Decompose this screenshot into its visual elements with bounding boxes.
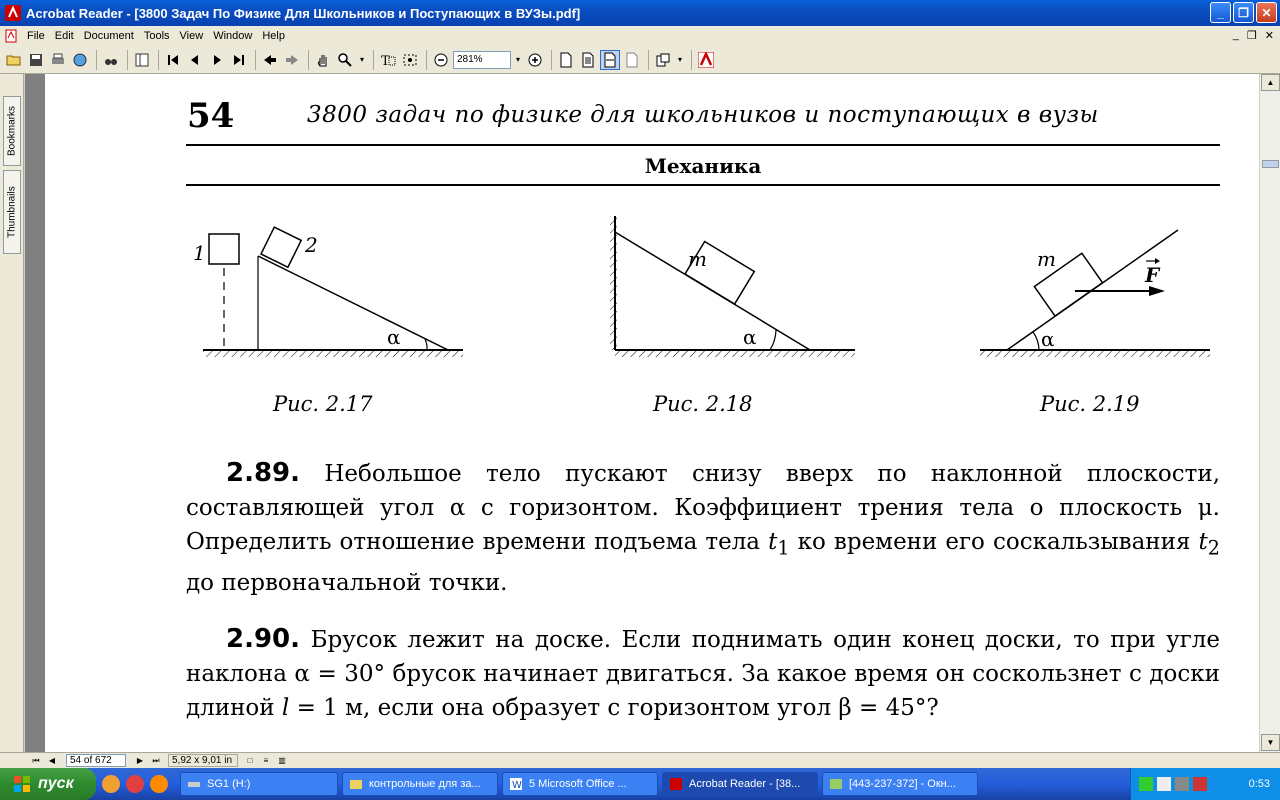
text-select-tool-button[interactable] bbox=[378, 50, 398, 70]
acrobat-icon bbox=[4, 4, 22, 22]
toolbar-separator bbox=[691, 50, 692, 70]
scroll-down-button[interactable]: ▼ bbox=[1261, 734, 1280, 751]
forward-arrow-icon bbox=[284, 52, 300, 68]
rotate-view-button[interactable] bbox=[653, 50, 673, 70]
printer-icon bbox=[50, 52, 66, 68]
figure-2-19 bbox=[980, 230, 1210, 357]
task-label: 5 Microsoft Office ... bbox=[529, 778, 627, 790]
adobe-logo-button[interactable] bbox=[696, 50, 716, 70]
navigation-pane bbox=[0, 74, 24, 752]
doc-restore-button[interactable]: ❐ bbox=[1246, 30, 1257, 42]
clock[interactable]: 0:53 bbox=[1248, 778, 1270, 790]
subscript: 1 bbox=[777, 536, 790, 560]
problem-2-89 bbox=[186, 456, 1220, 600]
drive-icon bbox=[187, 777, 201, 791]
tab-bookmarks[interactable]: Bookmarks bbox=[3, 96, 21, 166]
next-page-icon bbox=[209, 52, 225, 68]
globe-icon bbox=[72, 52, 88, 68]
page-size-field: 5,92 x 9,01 in bbox=[168, 754, 238, 767]
fit-width-icon bbox=[602, 52, 618, 68]
snapshot-tool-button[interactable] bbox=[400, 50, 420, 70]
fig1-angle: α bbox=[387, 325, 401, 349]
taskbar bbox=[0, 768, 1280, 800]
word-icon bbox=[509, 777, 523, 791]
quicklaunch-firefox-icon[interactable] bbox=[150, 775, 168, 793]
fig3-mass: m bbox=[1037, 247, 1056, 271]
next-page-button[interactable] bbox=[207, 50, 227, 70]
rotate-view-dropdown[interactable]: ▾ bbox=[677, 55, 682, 64]
reflow-button[interactable] bbox=[622, 50, 642, 70]
menu-document[interactable]: Document bbox=[83, 30, 134, 42]
scroll-up-button[interactable]: ▲ bbox=[1261, 74, 1280, 91]
go-back-button[interactable] bbox=[260, 50, 280, 70]
book-title: 3800 задач по физике для школьников и поступающих в вузы bbox=[307, 102, 1099, 128]
fit-page-icon bbox=[580, 52, 596, 68]
task-remote[interactable] bbox=[822, 772, 978, 796]
pdf-page bbox=[45, 74, 1259, 752]
single-page-button[interactable]: □ bbox=[247, 756, 253, 765]
window-title: Acrobat Reader - [3800 Задач По Физике Для Школьников и Поступающих в ВУЗы.pdf] bbox=[26, 5, 581, 21]
toolbar-separator bbox=[308, 50, 309, 70]
email-button[interactable] bbox=[70, 50, 90, 70]
status-bar bbox=[0, 752, 1280, 768]
fig1-label-1: 1 bbox=[193, 241, 206, 265]
rotate-icon bbox=[655, 52, 671, 68]
quicklaunch-opera-icon[interactable] bbox=[126, 775, 144, 793]
folder-open-icon bbox=[6, 52, 22, 68]
fit-width-button[interactable] bbox=[600, 50, 620, 70]
status-next-page-button[interactable]: ▶ bbox=[136, 756, 144, 765]
menu-help[interactable]: Help bbox=[262, 30, 285, 42]
zoom-level-field[interactable]: 281% bbox=[453, 51, 511, 69]
doc-minimize-button[interactable]: _ bbox=[1232, 29, 1239, 41]
fig3-angle: α bbox=[1041, 327, 1055, 351]
toolbar-separator bbox=[648, 50, 649, 70]
first-page-icon bbox=[165, 52, 181, 68]
caption-fig-2-19: Рис. 2.19 bbox=[1040, 392, 1140, 416]
acrobat-icon bbox=[669, 777, 683, 791]
status-last-page-button[interactable]: ⏭ bbox=[152, 755, 160, 765]
zoom-out-icon bbox=[433, 52, 449, 68]
section-rule bbox=[186, 184, 1220, 186]
tray-antivirus-icon[interactable] bbox=[1193, 777, 1207, 791]
zoom-in-button[interactable] bbox=[525, 50, 545, 70]
problem-2-90 bbox=[186, 622, 1220, 725]
fig1-label-2: 2 bbox=[305, 233, 318, 257]
toolbar-separator bbox=[255, 50, 256, 70]
svg-text:W: W bbox=[512, 780, 522, 791]
page-number: 54 bbox=[187, 96, 235, 136]
menu-edit[interactable]: Edit bbox=[54, 30, 74, 42]
fig2-mass: m bbox=[688, 247, 707, 271]
continuous-button[interactable]: ≡ bbox=[263, 756, 269, 765]
toolbar-separator bbox=[96, 50, 97, 70]
problem-number: 2.89. bbox=[226, 458, 301, 488]
previous-page-button[interactable] bbox=[185, 50, 205, 70]
section-title: Механика bbox=[644, 154, 762, 178]
snapshot-icon bbox=[402, 52, 418, 68]
binoculars-icon bbox=[103, 52, 119, 68]
fit-page-button[interactable] bbox=[578, 50, 598, 70]
vertical-scrollbar[interactable] bbox=[1259, 74, 1280, 752]
figure-2-17 bbox=[203, 227, 463, 357]
floppy-icon bbox=[28, 52, 44, 68]
menu-tools[interactable]: Tools bbox=[143, 30, 170, 42]
quicklaunch-browser-icon[interactable] bbox=[102, 775, 120, 793]
status-first-page-button[interactable]: ⏮ bbox=[32, 755, 40, 765]
caption-fig-2-17: Рис. 2.17 bbox=[273, 392, 373, 416]
doc-close-button[interactable]: ✕ bbox=[1264, 30, 1274, 42]
task-label: [443-237-372] - Окн... bbox=[849, 778, 956, 790]
var-t: t bbox=[1198, 529, 1208, 555]
zoom-in-icon bbox=[527, 52, 543, 68]
problem-text: Брусок лежит на доске. Если поднимать один конец доски, то при угле наклона α = 30° брусок начинает двигаться. За какое время он соскользнет с доски длиной bbox=[186, 627, 1221, 721]
actual-size-icon bbox=[558, 52, 574, 68]
toolbar-separator bbox=[426, 50, 427, 70]
magnifier-icon bbox=[337, 52, 353, 68]
menu-bar bbox=[0, 26, 1280, 46]
continuous-facing-button[interactable]: ▥ bbox=[278, 756, 286, 765]
caption-fig-2-18: Рис. 2.18 bbox=[653, 392, 753, 416]
toolbar-separator bbox=[127, 50, 128, 70]
windows-logo-icon bbox=[12, 774, 32, 794]
var-l: l bbox=[281, 695, 290, 721]
figure-2-18 bbox=[610, 216, 855, 357]
folder-icon bbox=[349, 777, 363, 791]
tab-thumbnails[interactable]: Thumbnails bbox=[3, 170, 21, 254]
task-sg1[interactable] bbox=[180, 772, 338, 796]
zoom-level-dropdown[interactable]: ▾ bbox=[515, 55, 520, 64]
toolbar bbox=[0, 46, 1280, 74]
scroll-thumb[interactable] bbox=[1262, 160, 1279, 168]
toolbar-separator bbox=[551, 50, 552, 70]
fig3-force: F bbox=[1145, 263, 1160, 287]
toolbar-separator bbox=[373, 50, 374, 70]
task-label: SG1 (H:) bbox=[207, 778, 251, 790]
document-area[interactable] bbox=[25, 74, 1259, 752]
subscript: 2 bbox=[1207, 536, 1220, 560]
last-page-icon bbox=[231, 52, 247, 68]
toggle-nav-pane-button[interactable] bbox=[132, 50, 152, 70]
menu-view[interactable]: View bbox=[179, 30, 204, 42]
reflow-icon bbox=[624, 52, 640, 68]
back-arrow-icon bbox=[262, 52, 278, 68]
problem-text: до первоначальной точки. bbox=[186, 569, 508, 596]
restore-button[interactable]: ❐ bbox=[1233, 2, 1254, 23]
task-folder[interactable] bbox=[342, 772, 498, 796]
page-number-field[interactable]: 54 of 672 bbox=[66, 754, 126, 767]
fig2-angle: α bbox=[743, 325, 757, 349]
start-button[interactable] bbox=[0, 768, 96, 800]
task-label: контрольные для за... bbox=[369, 778, 481, 790]
minimize-button[interactable]: _ bbox=[1210, 2, 1231, 23]
first-page-button[interactable] bbox=[163, 50, 183, 70]
menu-file[interactable]: File bbox=[27, 30, 45, 42]
print-button[interactable] bbox=[48, 50, 68, 70]
hand-icon bbox=[315, 52, 331, 68]
previous-page-icon bbox=[187, 52, 203, 68]
go-forward-button[interactable] bbox=[282, 50, 302, 70]
zoom-out-button[interactable] bbox=[431, 50, 451, 70]
task-acrobat[interactable] bbox=[662, 772, 818, 796]
open-button[interactable] bbox=[4, 50, 24, 70]
adobe-logo-icon bbox=[698, 52, 714, 68]
document-icon[interactable] bbox=[4, 29, 18, 43]
svg-text:T: T bbox=[381, 53, 390, 68]
text-select-icon bbox=[380, 52, 396, 68]
task-word[interactable] bbox=[502, 772, 658, 796]
problem-text: Небольшое тело пускают снизу вверх по наклонной плоскости, составляющей угол α с горизонтом. Коэффициент трения тела о плоскость μ. Определить отношение времени подъема тела bbox=[186, 461, 1221, 555]
problem-text: = 1 м, если она образует с горизонтом угол β = 45°? bbox=[289, 695, 939, 721]
last-page-button[interactable] bbox=[229, 50, 249, 70]
status-previous-page-button[interactable]: ◀ bbox=[48, 756, 56, 765]
zoom-tool-button[interactable] bbox=[335, 50, 355, 70]
menu-window[interactable]: Window bbox=[213, 30, 253, 42]
toolbar-separator bbox=[158, 50, 159, 70]
header-rule bbox=[186, 144, 1220, 146]
nav-pane-icon bbox=[134, 52, 150, 68]
find-button[interactable] bbox=[101, 50, 121, 70]
tray-volume-icon[interactable] bbox=[1157, 777, 1171, 791]
actual-size-button[interactable] bbox=[556, 50, 576, 70]
system-tray bbox=[1130, 768, 1280, 800]
hand-tool-button[interactable] bbox=[313, 50, 333, 70]
window-icon bbox=[829, 777, 843, 791]
title-bar[interactable] bbox=[0, 0, 1280, 26]
var-t: t bbox=[768, 529, 778, 555]
start-label: пуск bbox=[38, 775, 74, 792]
close-button[interactable]: ✕ bbox=[1256, 2, 1277, 23]
problem-text: ко времени его соскальзывания bbox=[789, 529, 1199, 555]
task-label: Acrobat Reader - [38... bbox=[689, 778, 801, 790]
save-button[interactable] bbox=[26, 50, 46, 70]
zoom-tool-dropdown[interactable]: ▾ bbox=[359, 55, 364, 64]
tray-network-icon[interactable] bbox=[1139, 777, 1153, 791]
tray-device-icon[interactable] bbox=[1175, 777, 1189, 791]
problem-number: 2.90. bbox=[226, 624, 301, 654]
